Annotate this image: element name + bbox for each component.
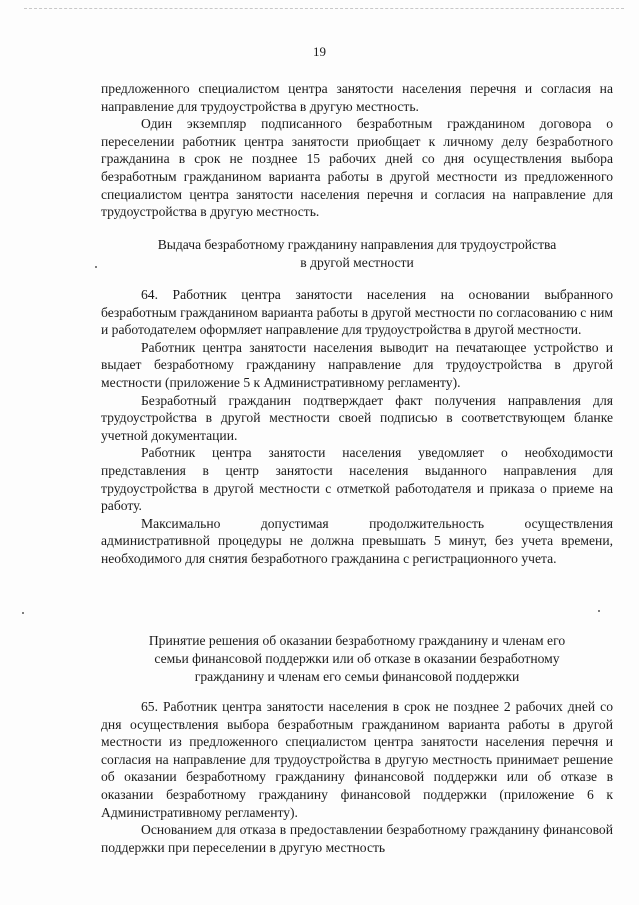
paragraph: 65. Работник центра занятости населения в срок не позднее 2 рабочих дней со дня осуществления выбора безработным гражданином варианта работы в другой местности из предложенного специалистом центра занятости населения перечня и согласия на направление для трудоустройства в другую местность принимает решение об оказании безработному гражданину финансовой поддержки или об отказе в оказании безработному гражданину финансовой поддержки (приложение 6 к Административному регламенту). bbox=[101, 699, 613, 820]
paragraph: Максимально допустимая продолжительность осуществления административной процедуры не должна превышать 5 минут, без учета времени, необходимого для снятия безработного гражданина с регистрационного учета. bbox=[101, 515, 613, 566]
heading-line: Принятие решения об оказании безработному гражданину и членам его bbox=[148, 633, 566, 648]
heading-line: в другой местности bbox=[300, 255, 414, 270]
scan-speck bbox=[22, 612, 24, 614]
page-number: 19 bbox=[313, 44, 326, 59]
scan-speck bbox=[95, 266, 97, 268]
paragraph: Один экземпляр подписанного безработным гражданином договора о переселении работник центра занятости приобщает к личному делу безработного гражданина в срок не позднее 15 рабочих дней со дня осуществления выбора безработным гражданином варианта работы в другой местности из предложенного специалистом центра занятости населения перечня и согласия на направление для трудоустройства в другую местность. bbox=[101, 116, 613, 220]
paragraph: 64. Работник центра занятости населения на основании выбранного безработным гражданином варианта работы в другой местности по согласованию с ним и работодателем оформляет направление для трудоустройства в другой местности. bbox=[101, 287, 613, 338]
text-block-item-65 bbox=[101, 698, 613, 856]
scan-top-edge bbox=[24, 8, 624, 9]
section-heading bbox=[101, 236, 613, 272]
text-block-continuation bbox=[101, 80, 613, 221]
scan-speck bbox=[598, 610, 600, 612]
heading-line: семьи финансовой поддержки или об отказе в оказании безработному bbox=[154, 651, 560, 666]
paragraph: Работник центра занятости населения уведомляет о необходимости представления в центр занятости населения выданного направления для трудоустройства в другой местности с отметкой работодателя и приказа о приеме на работу. bbox=[101, 445, 613, 514]
paragraph: Безработный гражданин подтверждает факт получения направления для трудоустройства в другой местности своей подписью в соответствующем бланке учетной документации. bbox=[101, 392, 613, 443]
heading-line: Выдача безработному гражданину направления для трудоустройства bbox=[157, 237, 557, 252]
text-block-item-64 bbox=[101, 286, 613, 568]
paragraph: Работник центра занятости населения выводит на печатающее устройство и выдает безработному гражданину направление для трудоустройства в другой местности (приложение 5 к Административному регламенту). bbox=[101, 339, 613, 390]
paragraph: предложенного специалистом центра занятости населения перечня и согласия на направление для трудоустройства в другую местность. bbox=[101, 81, 613, 114]
section-heading bbox=[101, 632, 613, 686]
heading-line: гражданину и членам его семьи финансовой поддержки bbox=[194, 669, 520, 684]
paragraph: Основанием для отказа в предоставлении безработному гражданину финансовой поддержки при переселении в другую местность bbox=[101, 822, 613, 855]
